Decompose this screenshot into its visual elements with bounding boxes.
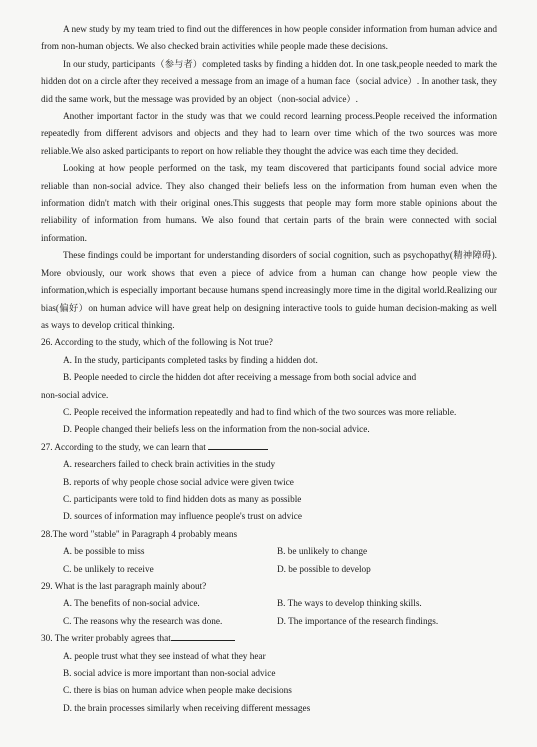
question-stem: 28.The word "stable" in Paragraph 4 probably means (41, 529, 238, 540)
option-d: D. be possible to develop (277, 564, 371, 575)
question-27 (41, 440, 497, 527)
option-b: B. reports of why people chose social advice were given twice (63, 477, 294, 488)
option-c: C. People received the information repeatedly and had to find which of the two sources was more reliable. (63, 407, 457, 418)
option-b: B. The ways to develop thinking skills. (277, 599, 422, 610)
question-stem: 26. According to the study, which of the following is Not true? (41, 338, 273, 349)
answer-blank (208, 440, 268, 450)
options-row (41, 614, 497, 631)
option-b: B. People needed to circle the hidden dot after receiving a message from both social advice and (63, 373, 417, 384)
option-a: A. people trust what they see instead of what they hear (63, 651, 266, 662)
passage-paragraph-4: Looking at how people performed on the task, my team discovered that participants found social advice more reliable than non-social advice. They also changed their beliefs less on the information from human even when the information didn't match with their original ones.This suggests that people may form more stable opinions about the reliability of information from humans. We also found that certain parts of the brain were connected with social information. (41, 164, 497, 244)
option-d: D. The importance of the research findings. (277, 616, 439, 627)
passage-paragraph-3: Another important factor in the study was that we could record learning process.People received the information repeatedly from different advisors and objects and they had to learn over time which of the two sources was more reliable.We also asked participants to report on how reliable they thought the advice was each time they decided. (41, 112, 497, 157)
option-d: D. sources of information may influence people's trust on advice (63, 512, 303, 523)
option-b: B. be unlikely to change (277, 547, 368, 558)
option-d: D. the brain processes similarly when receiving different messages (63, 703, 311, 714)
question-stem: 29. What is the last paragraph mainly about? (41, 582, 207, 592)
option-a: A. The benefits of non-social advice. (63, 599, 200, 610)
question-stem-text: 27. According to the study, we can learn that (41, 442, 206, 453)
option-a: A. researchers failed to check brain activities in the study (63, 460, 276, 471)
option-c: C. there is bias on human advice when people make decisions (63, 686, 292, 697)
options-row (41, 544, 497, 561)
option-a: A. In the study, participants completed tasks by finding a hidden dot. (63, 355, 318, 366)
option-b-continued: non-social advice. (41, 390, 109, 401)
question-stem-text: 30. The writer probably agrees that (41, 634, 171, 645)
option-c: C. be unlikely to receive (63, 564, 154, 575)
option-b: B. social advice is more important than non-social advice (63, 669, 276, 680)
options-row (41, 596, 497, 613)
question-28 (41, 527, 497, 579)
question-30 (41, 631, 497, 718)
options-row (41, 562, 497, 579)
option-c: C. The reasons why the research was done. (63, 616, 223, 627)
question-26 (41, 335, 497, 439)
answer-blank (171, 631, 235, 641)
passage-paragraph-2: In our study, participants（参与者）completed tasks by finding a hidden dot. In one task,people needed to mark the hidden dot on a circle after they received a message from an image of a human face（social advice）. In another task, they did the same work, but the message was provided by an object（non-social advice）. (41, 59, 497, 105)
option-a: A. be possible to miss (63, 547, 145, 558)
question-stem (41, 440, 497, 457)
question-stem (41, 631, 497, 648)
option-d: D. People changed their beliefs less on the information from the non-social advice. (63, 425, 370, 436)
option-c: C. participants were told to find hidden dots as many as possible (63, 494, 302, 505)
passage-paragraph-1: A new study by my team tried to find out the differences in how people consider information from human advice and from non-human objects. We also checked brain activities while people made these decisions. (41, 25, 497, 53)
question-29 (41, 579, 497, 631)
passage-paragraph-5: These findings could be important for understanding disorders of social cognition, such as psychopathy(精神障碍). More obviously, our work shows that even a piece of advice from a human can change how people view the information,which is especially important because humans spend increasingly more time in the digital world.Realizing our bias(偏好）on human advice will have great help on designing interactive tools to guide human decision-making as well as ways to develop critical thinking. (41, 251, 497, 331)
